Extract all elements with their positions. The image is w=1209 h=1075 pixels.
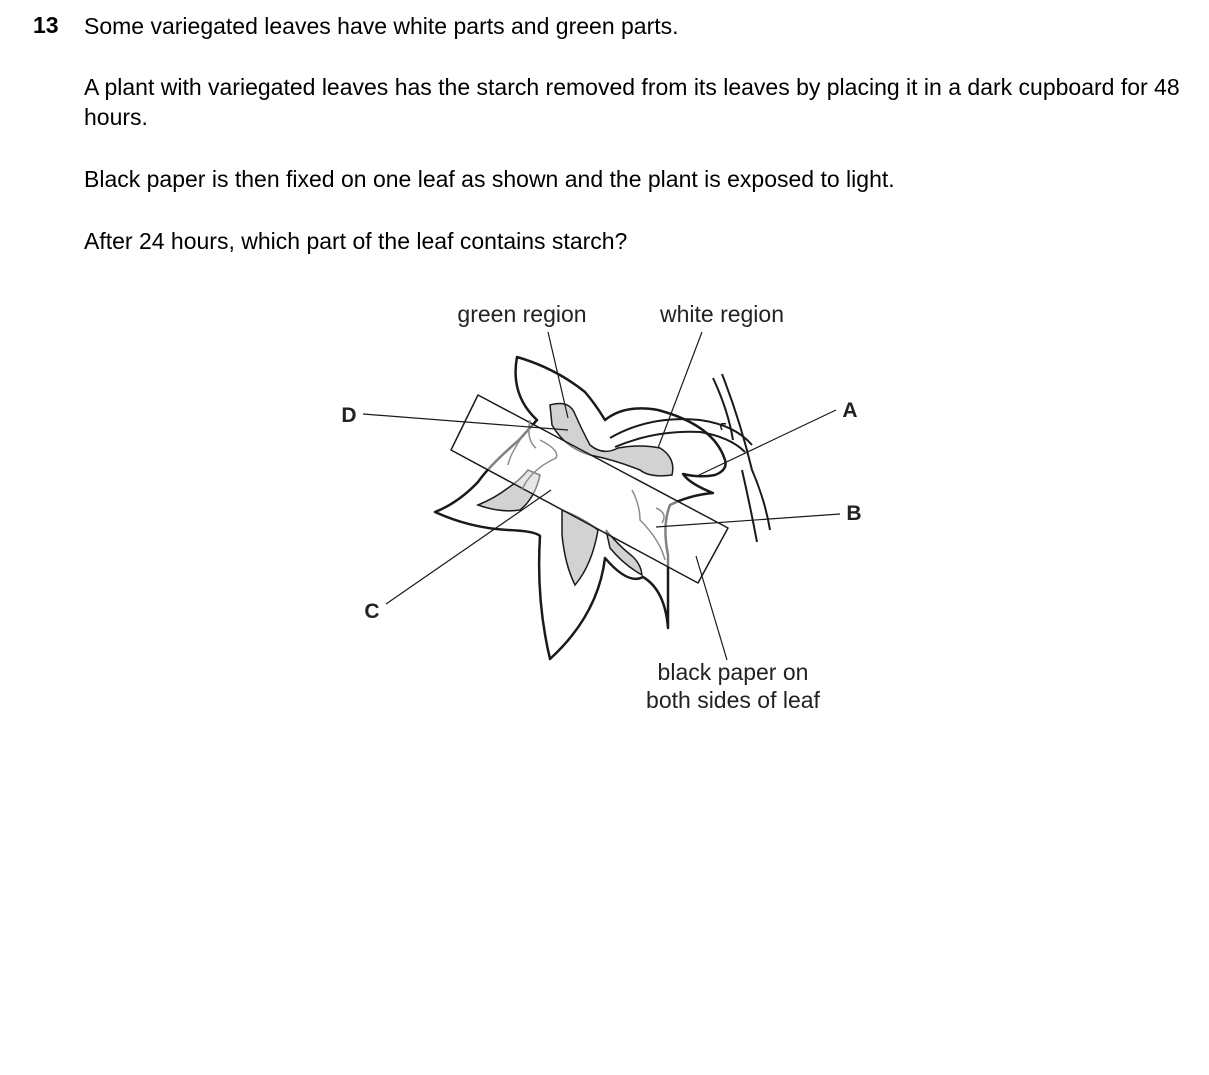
a-leader — [697, 410, 836, 476]
question-text-black-paper: Black paper is then fixed on one leaf as shown and the plant is exposed to light. — [84, 166, 895, 192]
letter-a: A — [842, 399, 858, 422]
black-paper-leader — [696, 556, 727, 660]
letter-d: D — [341, 404, 357, 427]
question-text-method: A plant with variegated leaves has the starch removed from its leaves by placing it in a dark cupboard for 48 hours. — [84, 74, 1180, 130]
black-paper-label-line2: both sides of leaf — [646, 687, 820, 713]
black-paper-label-line1: black paper on — [657, 659, 809, 685]
letter-c: C — [364, 600, 380, 623]
green-region-label: green region — [457, 301, 587, 327]
question-text-intro: Some variegated leaves have white parts and green parts. — [84, 13, 679, 39]
question-text-prompt: After 24 hours, which part of the leaf contains starch? — [84, 228, 628, 254]
white-region-label: white region — [659, 301, 785, 327]
letter-b: B — [846, 502, 862, 525]
question-number: 13 — [33, 12, 59, 38]
